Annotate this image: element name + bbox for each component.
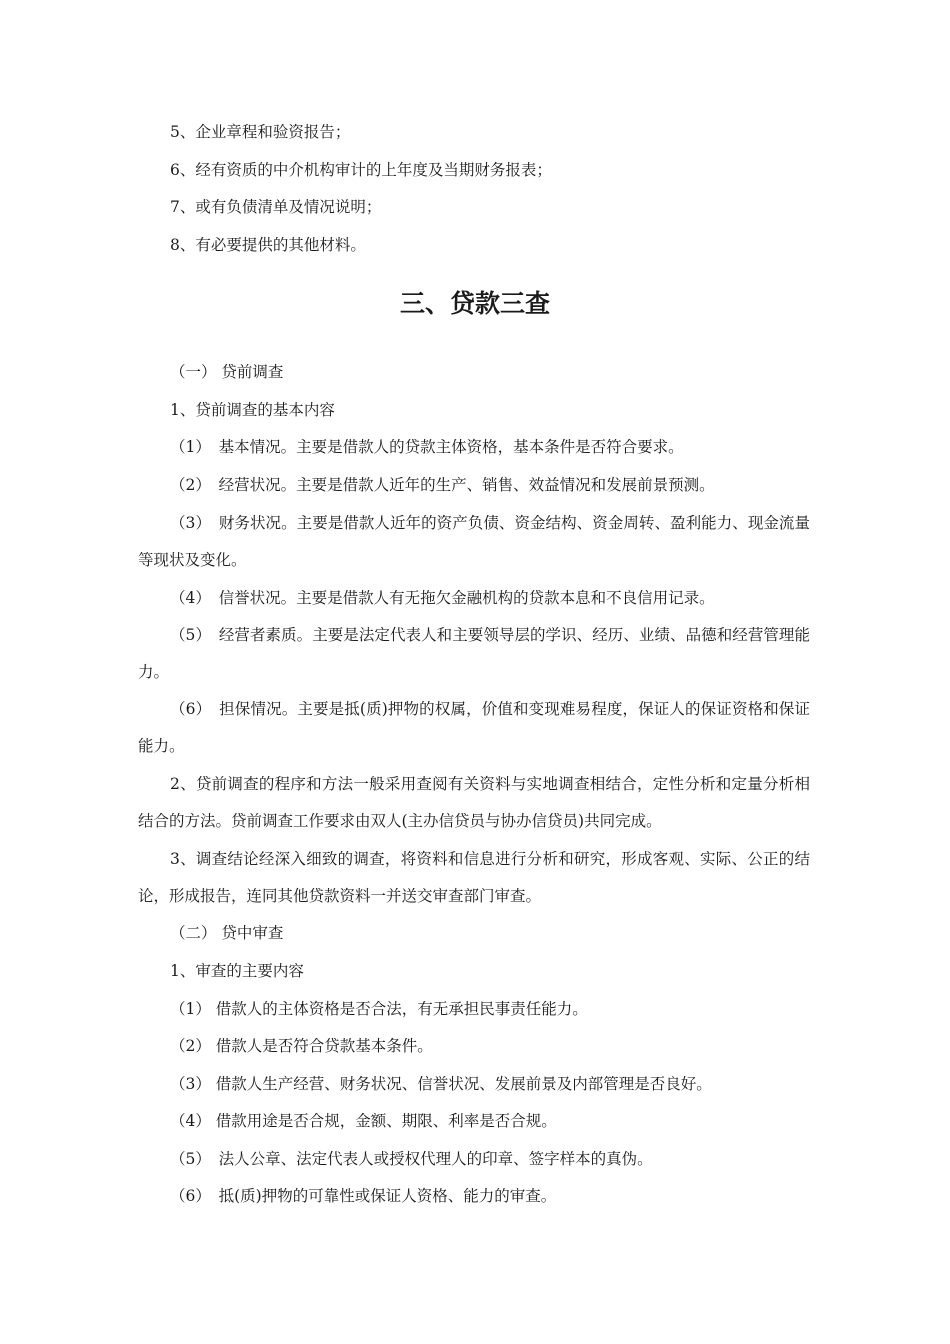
list-item: 5、企业章程和验资报告； [170, 123, 351, 141]
mid-loan-item: （5） 法人公章、法定代表人或授权代理人的印章、签字样本的真伪。 [170, 1150, 653, 1168]
pre-loan-item: （4） 信誉状况。主要是借款人有无拖欠金融机构的贷款本息和不良信用记录。 [170, 589, 715, 607]
pre-loan-paragraph: 2、贷前调查的程序和方法一般采用查阅有关资料与实地调查相结合，定性分析和定量分析相结合的方法。贷前调查工作要求由双人(主办信贷员与协办信贷员)共同完成。 [138, 775, 810, 830]
mid-loan-item: （3） 借款人生产经营、财务状况、信誉状况、发展前景及内部管理是否良好。 [170, 1075, 712, 1093]
mid-loan-item: （6） 抵(质)押物的可靠性或保证人资格、能力的审查。 [170, 1187, 557, 1205]
pre-loan-item: （1） 基本情况。主要是借款人的贷款主体资格，基本条件是否符合要求。 [170, 438, 684, 456]
pre-loan-item: （5） 经营者素质。主要是法定代表人和主要领导层的学识、经历、业绩、品德和经营管理能力。 [138, 626, 810, 681]
pre-loan-paragraph: 3、调查结论经深入细致的调查，将资料和信息进行分析和研究，形成客观、实际、公正的结论，形成报告，连同其他贷款资料一并送交审查部门审查。 [138, 850, 810, 905]
mid-loan-item: （1） 借款人的主体资格是否合法，有无承担民事责任能力。 [170, 1000, 588, 1018]
pre-loan-item: （6） 担保情况。主要是抵(质)押物的权属，价值和变现难易程度，保证人的保证资格和保证能力。 [138, 700, 810, 755]
mid-loan-item: （2） 借款人是否符合贷款基本条件。 [170, 1037, 433, 1055]
pre-loan-item: （3） 财务状况。主要是借款人近年的资产负债、资金结构、资金周转、盈利能力、现金流量等现状及变化。 [138, 514, 810, 569]
mid-loan-subheading: 1、审查的主要内容 [170, 962, 304, 980]
subsection-heading-pre-loan: （一） 贷前调查 [170, 363, 284, 381]
subsection-heading-mid-loan: （二） 贷中审查 [170, 924, 284, 942]
section-title: 三、贷款三查 [399, 289, 550, 318]
pre-loan-subheading: 1、贷前调查的基本内容 [170, 401, 335, 419]
list-item: 8、有必要提供的其他材料。 [170, 236, 366, 254]
list-item: 7、或有负债清单及情况说明； [170, 198, 382, 216]
pre-loan-item: （2） 经营状况。主要是借款人近年的生产、销售、效益情况和发展前景预测。 [170, 476, 715, 494]
mid-loan-item: （4） 借款用途是否合规，金额、期限、利率是否合规。 [170, 1112, 557, 1130]
list-item: 6、经有资质的中介机构审计的上年度及当期财务报表； [170, 161, 552, 179]
